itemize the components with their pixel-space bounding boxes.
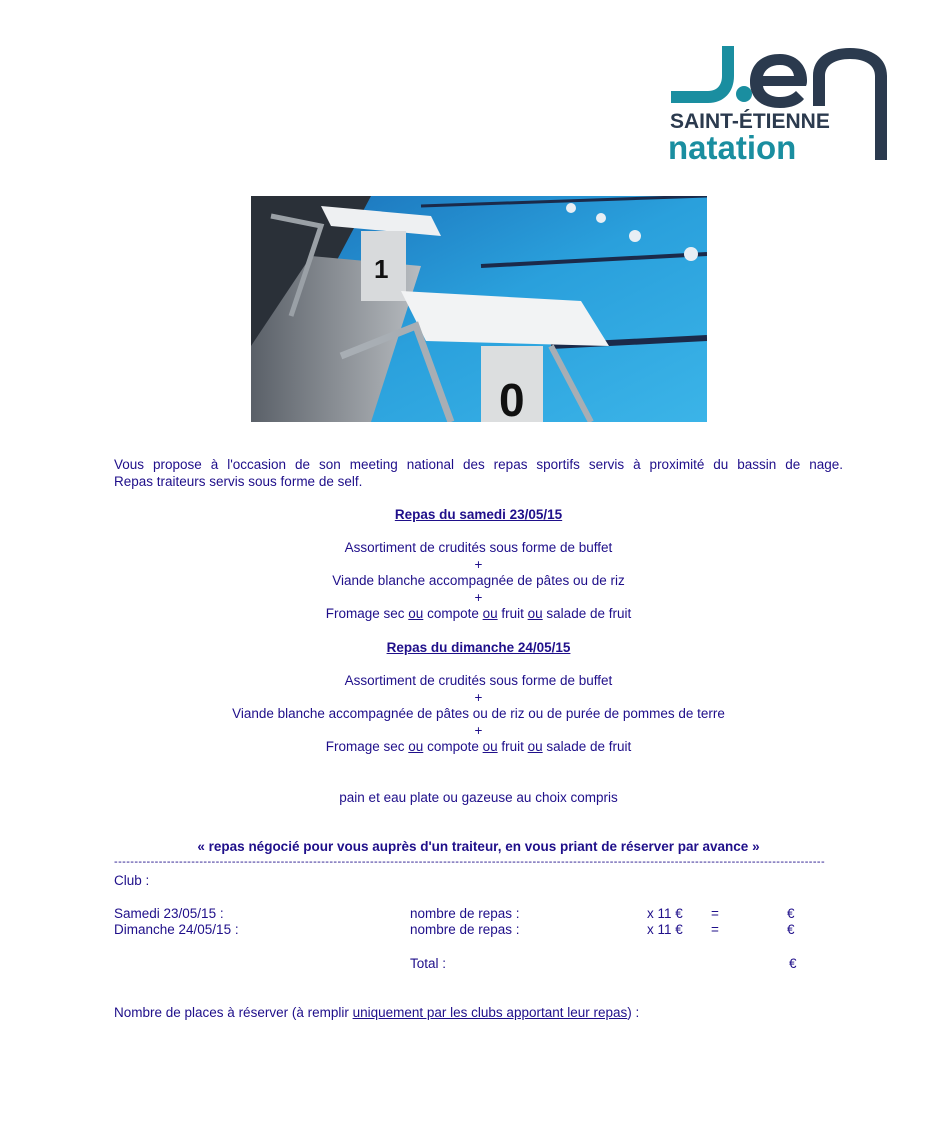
saturday-item-2: Viande blanche accompagnée de pâtes ou de riz [332,573,625,588]
places-note: Nombre de places à réserver (à remplir uniquement par les clubs apportant leur repas) : [114,1005,640,1020]
saturday-plus-1: + [474,557,483,572]
intro-line-2: Repas traiteurs servis sous forme de self. [114,474,363,489]
block-number-0: 0 [499,374,525,422]
saturday-currency: € [787,906,795,921]
saturday-item-3: Fromage sec ou compote ou fruit ou salade de fruit [325,606,632,621]
sunday-equals: = [711,922,719,937]
sunday-currency: € [787,922,795,937]
saturday-item-1: Assortiment de crudités sous forme de buffet [344,540,613,555]
sunday-price: x 11 € [647,922,683,937]
club-logo [668,46,890,164]
club-label: Club : [114,873,150,888]
included-note: pain et eau plate ou gazeuse au choix compris [339,790,618,805]
sunday-item-1: Assortiment de crudités sous forme de buffet [344,673,613,688]
starting-blocks-photo [251,196,707,422]
sunday-plus-2: + [474,723,483,738]
intro-paragraph [114,456,843,490]
sunday-count-label: nombre de repas : [410,922,520,937]
sunday-item-2: Viande blanche accompagnée de pâtes ou de riz ou de purée de pommes de terre [232,706,725,721]
sunday-day-label: Dimanche 24/05/15 : [114,922,239,937]
sunday-item-3: Fromage sec ou compote ou fruit ou salade de fruit [325,739,632,754]
sunday-plus-1: + [474,690,483,705]
negotiated-note: « repas négocié pour vous auprès d'un traiteur, en vous priant de réserver par avance » [197,839,760,854]
saturday-price: x 11 € [647,906,683,921]
saturday-plus-2: + [474,590,483,605]
block-number-1: 1 [374,254,389,284]
saturday-equals: = [711,906,719,921]
total-label: Total : [410,956,447,971]
cut-separator: ------------------------------------------------------------------------------------------------------------------------------------------------------------------------------- [114,856,826,868]
sunday-menu-title: Repas du dimanche 24/05/15 [386,640,571,655]
saturday-menu-title: Repas du samedi 23/05/15 [394,507,563,522]
intro-line-1: Vous propose à l'occasion de son meeting national des repas sportifs servis à proximité du bassin de nage. [114,457,843,472]
saturday-count-label: nombre de repas : [410,906,520,921]
logo-line2: natation [668,129,797,164]
total-currency: € [789,956,797,971]
saturday-day-label: Samedi 23/05/15 : [114,906,224,921]
logo-line1: SAINT-ÉTIENNE [670,110,830,133]
